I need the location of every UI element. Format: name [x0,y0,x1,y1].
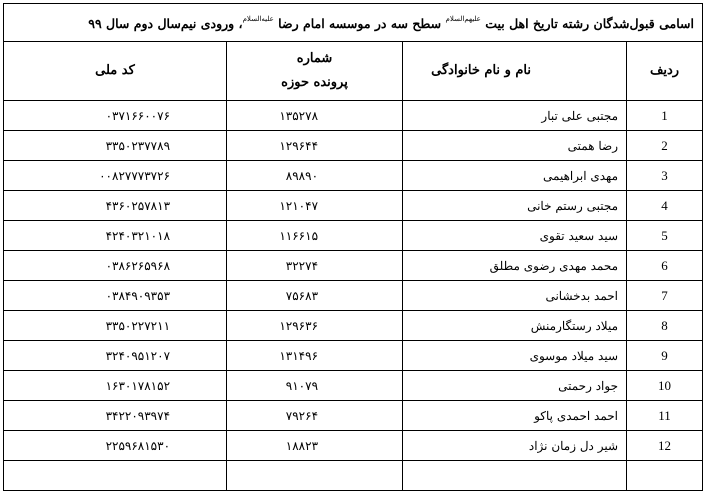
honorific-2: علیه‌السلام [242,14,274,23]
file-number-cell: ۱۲۹۶۳۶ [227,311,403,341]
file-number-cell: ۱۳۵۲۷۸ [227,101,403,131]
full-name-cell [403,461,627,491]
row-number-cell: 8 [627,311,703,341]
full-name-cell: سید میلاد موسوی [403,341,627,371]
full-name-cell: احمد بدخشانی [403,281,627,311]
table-row [4,131,703,161]
national-id-cell: ۳۳۵۰۲۲۷۲۱۱ [4,311,227,341]
document-sheet [3,3,702,453]
file-number-cell: ۱۸۸۲۳ [227,431,403,461]
national-id-cell: ۳۳۵۰۲۳۷۷۸۹ [4,131,227,161]
national-id-cell: ۳۴۲۲۰۹۳۹۷۴ [4,401,227,431]
row-number-cell: 7 [627,281,703,311]
table-row [4,341,703,371]
file-number-cell: ۷۹۲۶۴ [227,401,403,431]
national-id-cell: ۰۳۸۶۲۶۵۹۶۸ [4,251,227,281]
row-number-cell: 11 [627,401,703,431]
title-part-1: اسامی قبول‌شدگان رشته تاریخ اهل بیت [485,15,695,31]
full-name-cell: جواد رحمتی [403,371,627,401]
national-id-cell: ۱۶۳۰۱۷۸۱۵۲ [4,371,227,401]
table-body [4,101,703,491]
file-number-cell: ۱۲۹۶۴۴ [227,131,403,161]
table-row [4,221,703,251]
table-row [4,251,703,281]
national-id-cell: ۴۳۶۰۲۵۷۸۱۳ [4,191,227,221]
file-number-cell: ۱۲۱۰۴۷ [227,191,403,221]
row-number-cell: 9 [627,341,703,371]
full-name-cell: سید سعید تقوی [403,221,627,251]
file-number-cell [227,461,403,491]
full-name-cell: شیر دل زمان نژاد [403,431,627,461]
document-title [4,4,703,42]
table-row [4,191,703,221]
row-number-cell [627,461,703,491]
national-id-cell: ۳۲۴۰۹۵۱۲۰۷ [4,341,227,371]
table-row [4,431,703,461]
row-number-cell: 3 [627,161,703,191]
header-file-number [227,42,403,101]
row-number-cell: 5 [627,221,703,251]
file-number-cell: ۱۱۶۶۱۵ [227,221,403,251]
table-row [4,281,703,311]
honorific-1: علیهم‌السلام [445,14,481,23]
table-row [4,311,703,341]
row-number-cell: 12 [627,431,703,461]
header-file-line-1: شماره [296,51,333,66]
national-id-cell: ۰۰۸۲۷۷۷۳۷۲۶ [4,161,227,191]
full-name-cell: احمد احمدی پاکو [403,401,627,431]
header-file-line-2: پرونده حوزه [281,75,348,90]
title-row [4,4,703,42]
table-row [4,371,703,401]
row-number-cell: 10 [627,371,703,401]
row-number-cell: 2 [627,131,703,161]
file-number-cell: ۳۲۲۷۴ [227,251,403,281]
file-number-cell: ۹۱۰۷۹ [227,371,403,401]
full-name-cell: رضا همتی [403,131,627,161]
full-name-cell: مهدی ابراهیمی [403,161,627,191]
header-row-number: ردیف [627,42,703,101]
full-name-cell: مجتبی رستم خانی [403,191,627,221]
header-row [4,42,703,101]
row-number-cell: 4 [627,191,703,221]
table-row [4,461,703,491]
title-part-3: ، ورودی نیم‌سال دوم سال ۹۹ [88,15,243,31]
national-id-cell: ۰۳۸۴۹۰۹۳۵۳ [4,281,227,311]
title-part-2: سطح سه در موسسه امام رضا [278,15,442,31]
table-row [4,101,703,131]
full-name-cell: محمد مهدی رضوی مطلق [403,251,627,281]
file-number-cell: ۱۳۱۴۹۶ [227,341,403,371]
header-national-id: کد ملی [4,42,227,101]
admissions-table [3,3,703,491]
national-id-cell [4,461,227,491]
file-number-cell: ۸۹۸۹۰ [227,161,403,191]
full-name-cell: مجتبی علی تبار [403,101,627,131]
table-row [4,161,703,191]
row-number-cell: 1 [627,101,703,131]
header-full-name: نام و نام خانوادگی [403,42,627,101]
national-id-cell: ۴۲۴۰۳۲۱۰۱۸ [4,221,227,251]
full-name-cell: میلاد رستگارمنش [403,311,627,341]
national-id-cell: ۰۳۷۱۶۶۰۰۷۶ [4,101,227,131]
file-number-cell: ۷۵۶۸۳ [227,281,403,311]
national-id-cell: ۲۲۵۹۶۸۱۵۳۰ [4,431,227,461]
table-row [4,401,703,431]
row-number-cell: 6 [627,251,703,281]
